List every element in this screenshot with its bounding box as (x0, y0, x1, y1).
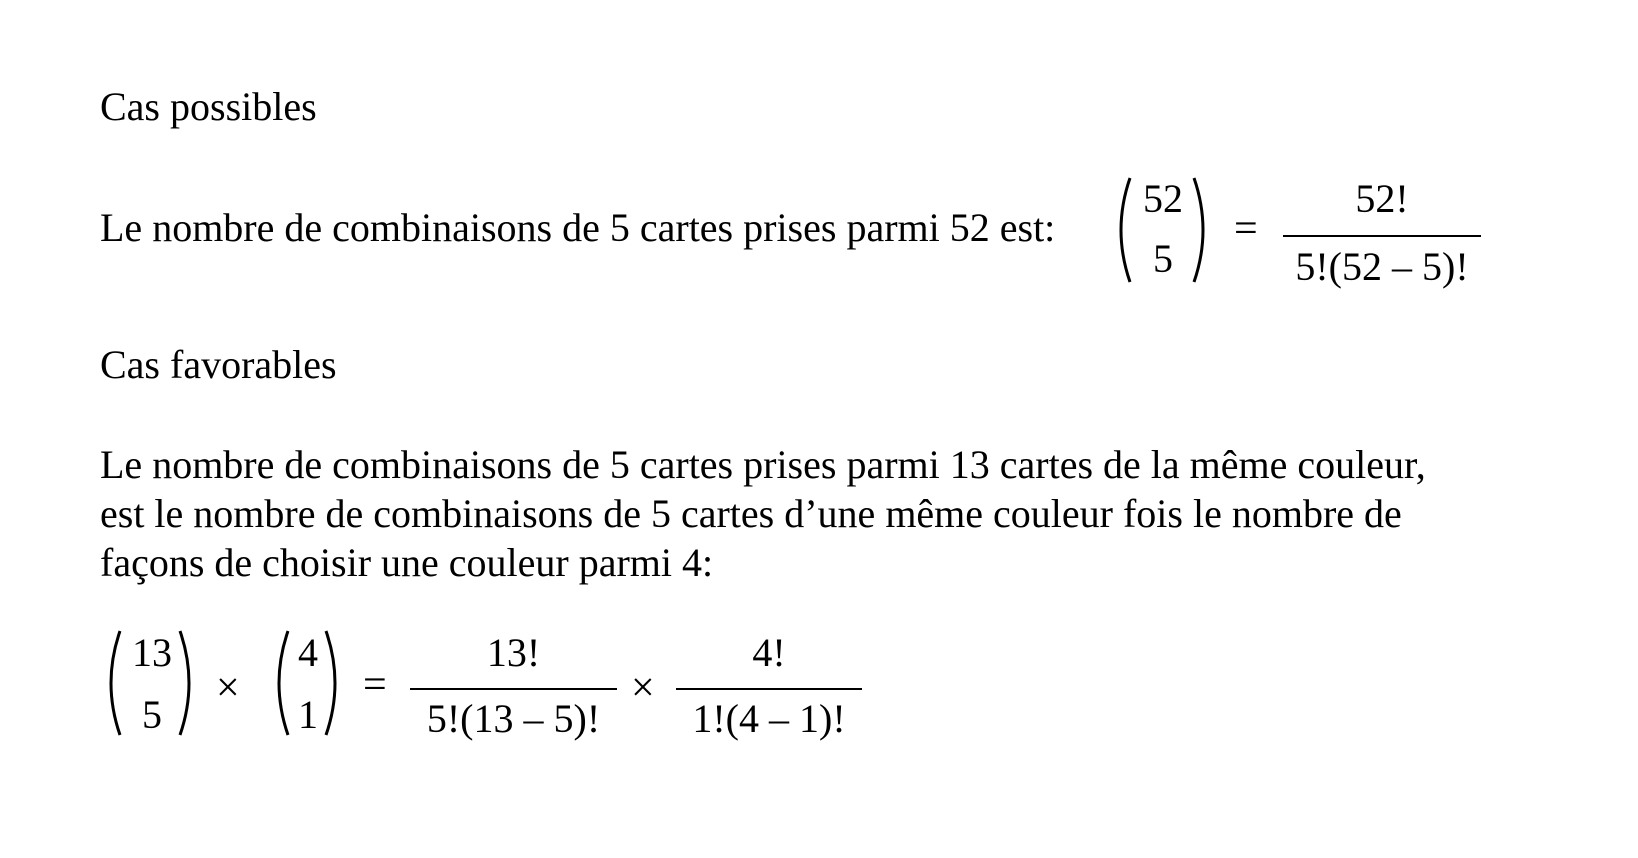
sentence-possible-combinations: Le nombre de combinaisons de 5 cartes prises parmi 52 est: (100, 205, 1056, 250)
fraction-denominator: 5!(52 – 5)! (1295, 244, 1469, 289)
binom-top: 4 (298, 630, 318, 675)
times-sign: × (631, 665, 655, 711)
left-paren-icon (1110, 175, 1134, 285)
paragraph-line: Le nombre de combinaisons de 5 cartes prises parmi 13 cartes de la même couleur, (100, 442, 1426, 487)
binom-bottom: 5 (142, 692, 162, 737)
heading-cas-possibles: Cas possibles (100, 84, 317, 129)
fraction-bar (410, 688, 617, 690)
paragraph-favorable (100, 440, 1550, 587)
fraction-numerator: 13! (486, 630, 541, 675)
binom-bottom: 5 (1153, 236, 1173, 281)
binom-top: 52 (1143, 176, 1183, 221)
paragraph-line: est le nombre de combinaisons de 5 cartes d’une même couleur fois le nombre de (100, 491, 1402, 536)
right-paren-icon (176, 628, 200, 738)
fraction-bar (1283, 235, 1481, 237)
fraction-bar (676, 688, 862, 690)
binom-top: 13 (132, 630, 172, 675)
right-paren-icon (322, 628, 346, 738)
left-paren-icon (100, 628, 124, 738)
binom-bottom: 1 (298, 692, 318, 737)
equals-sign: = (1234, 206, 1258, 252)
fraction-numerator: 4! (752, 630, 786, 675)
fraction-denominator: 5!(13 – 5)! (426, 696, 601, 741)
paragraph-line: façons de choisir une couleur parmi 4: (100, 540, 714, 585)
heading-cas-favorables: Cas favorables (100, 342, 337, 387)
equals-sign: = (363, 662, 387, 708)
fraction-numerator: 52! (1355, 176, 1409, 221)
fraction-denominator: 1!(4 – 1)! (692, 696, 846, 741)
right-paren-icon (1190, 175, 1214, 285)
times-sign: × (216, 665, 240, 711)
